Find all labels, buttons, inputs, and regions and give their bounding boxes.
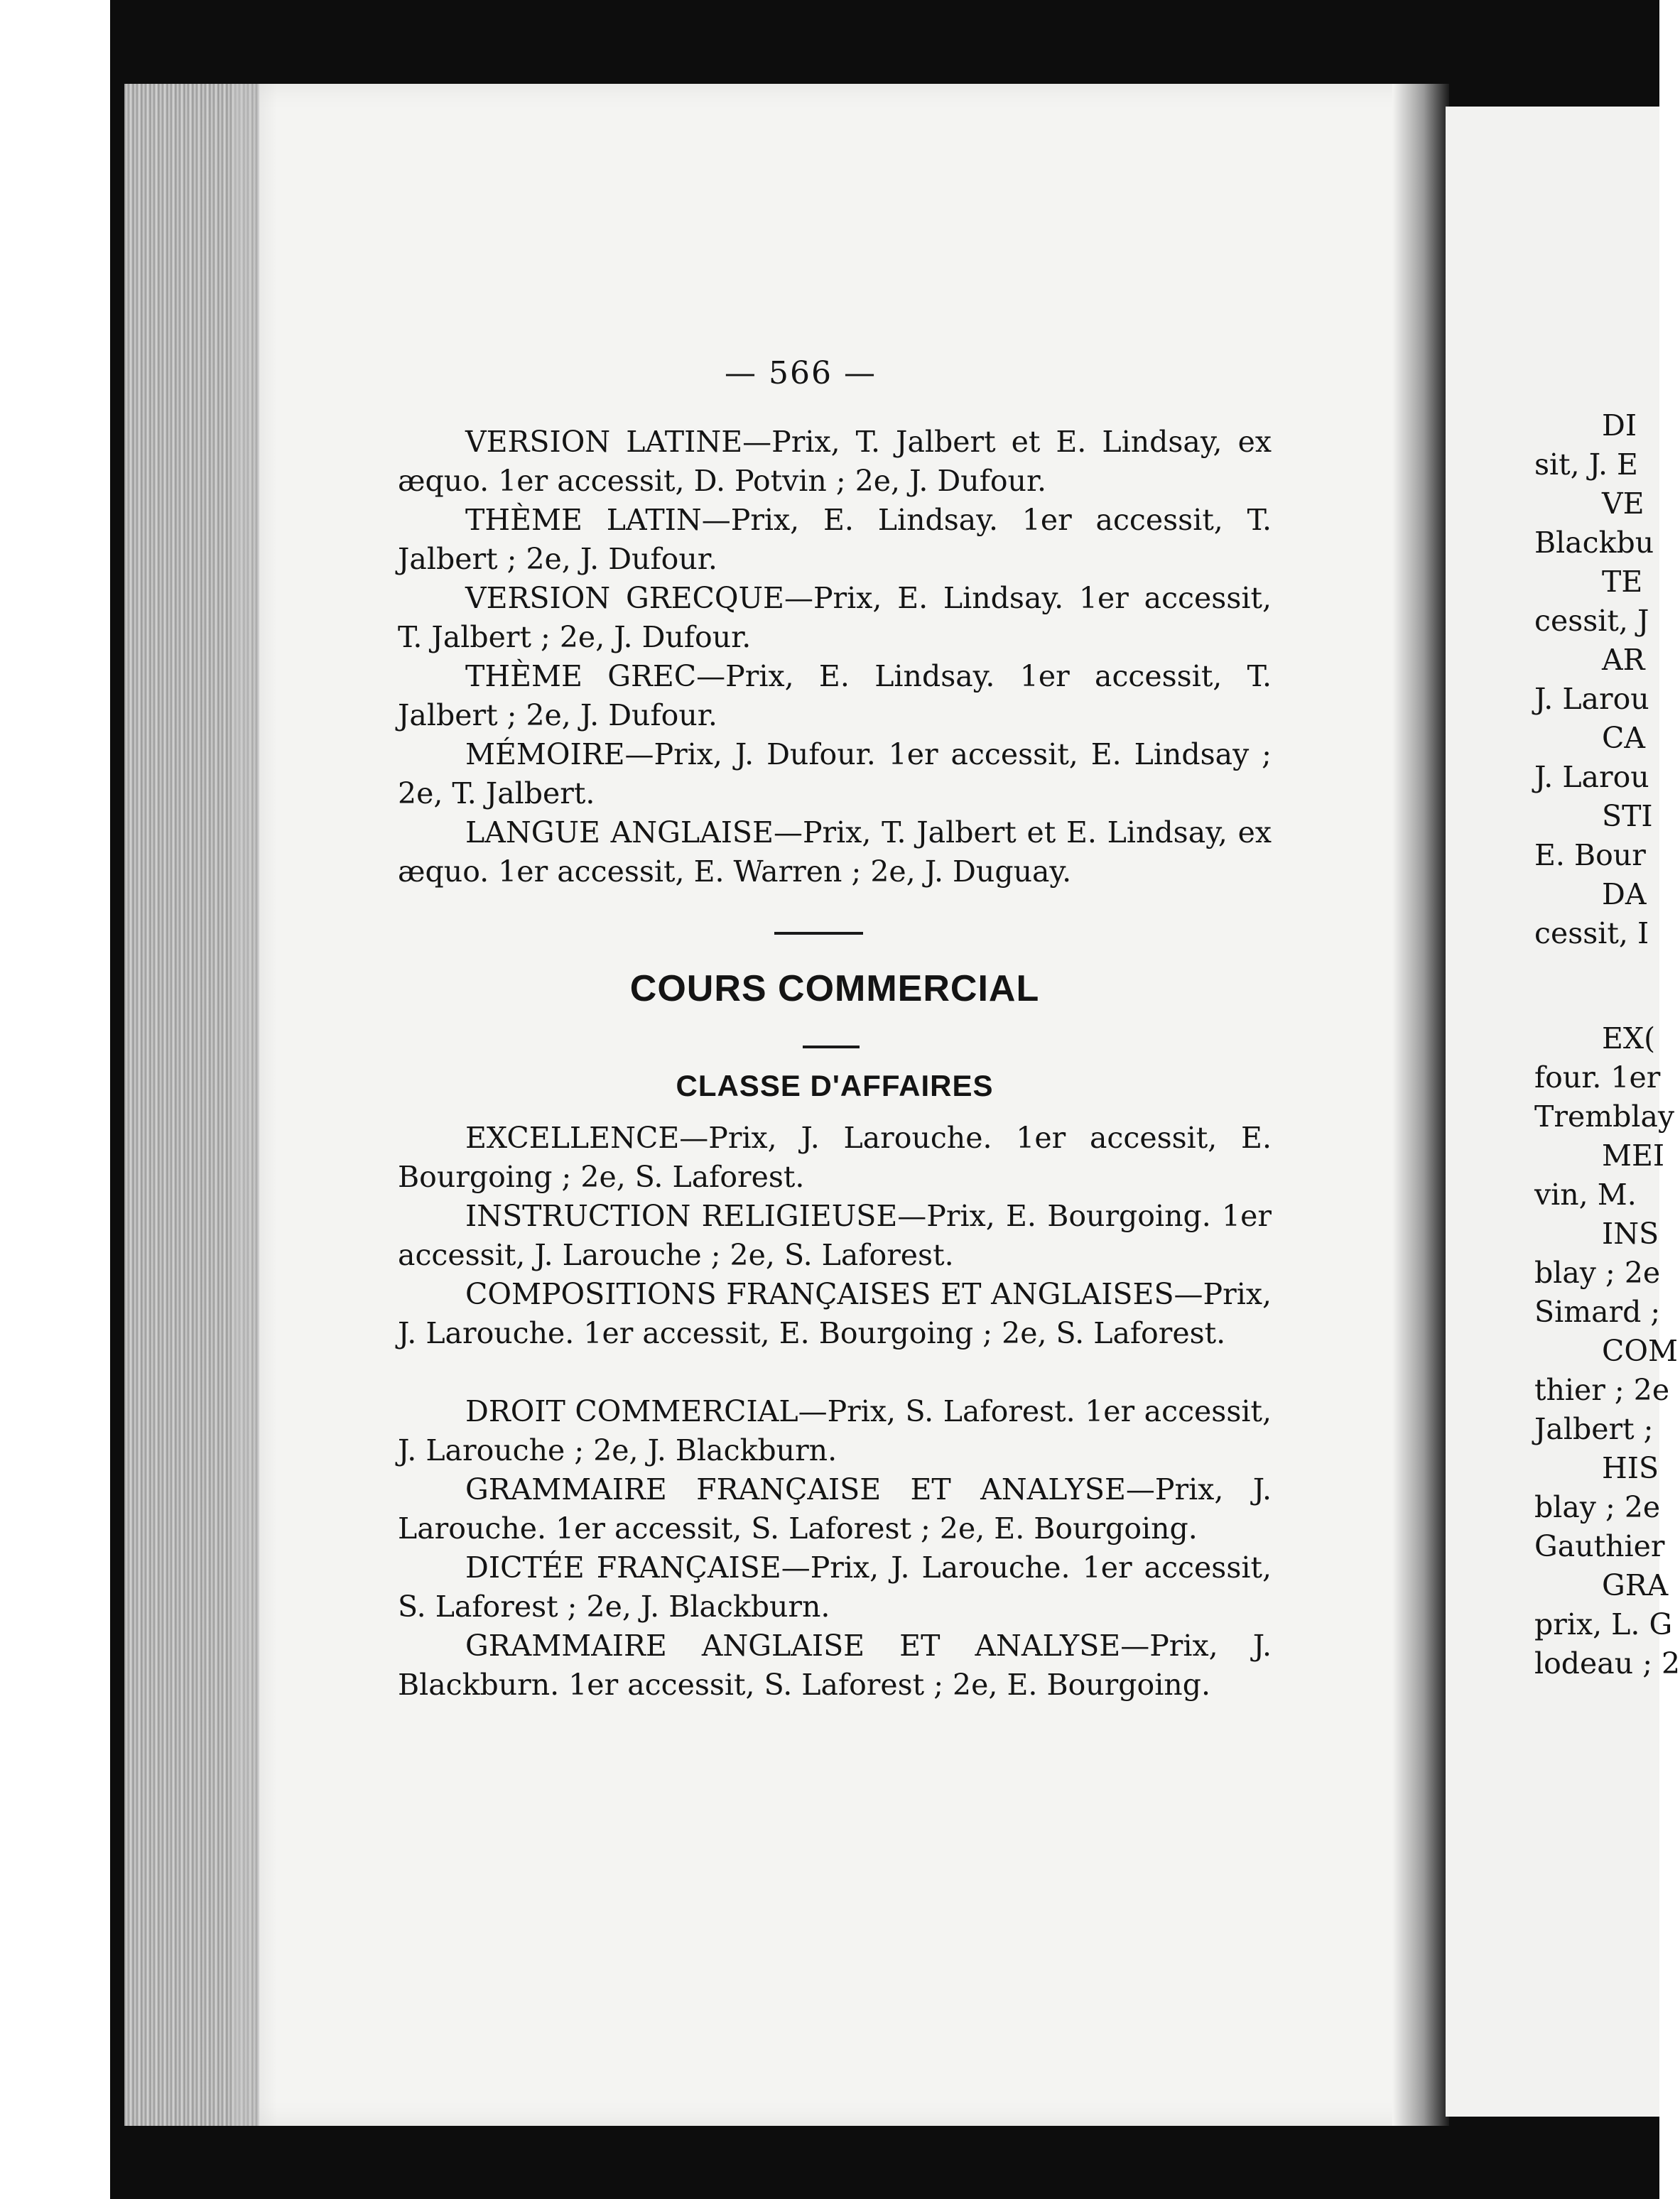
right-fragment: four. 1er — [1534, 1060, 1661, 1095]
section-title: COURS COMMERCIAL — [629, 968, 1040, 1009]
entry-theme-grec: THÈME GREC—Prix, E. Lindsay. 1er accessit, T. Jalbert ; 2e, J. Dufour. — [398, 659, 1272, 732]
subsection-title: CLASSE D'AFFAIRES — [676, 1069, 994, 1102]
right-fragment: thier ; 2e — [1534, 1373, 1670, 1407]
entry-compositions: COMPOSITIONS FRANÇAISES ET ANGLAISES—Prix, J. Larouche. 1er accessit, E. Bourgoing ; 2e, S. Laforest. — [398, 1277, 1272, 1350]
right-fragment: DI — [1602, 408, 1637, 442]
right-fragment: Gauthier — [1534, 1529, 1665, 1563]
right-fragment: blay ; 2e — [1534, 1256, 1661, 1290]
right-fragment: J. Larou — [1534, 760, 1649, 794]
right-fragment: STI — [1602, 799, 1653, 833]
right-fragment: CA — [1602, 721, 1645, 755]
right-fragment: HIS — [1602, 1451, 1659, 1485]
right-fragment: blay ; 2e — [1534, 1490, 1661, 1524]
entry-theme-latin: THÈME LATIN—Prix, E. Lindsay. 1er accessit, T. Jalbert ; 2e, J. Dufour. — [398, 503, 1272, 576]
right-fragment: GRA — [1602, 1568, 1669, 1602]
right-fragment: sit, J. E — [1534, 447, 1638, 482]
book-gutter — [1392, 84, 1449, 2126]
right-fragment: cessit, J — [1534, 604, 1649, 638]
right-fragment: TE — [1602, 565, 1643, 599]
entry-memoire: MÉMOIRE—Prix, J. Dufour. 1er accessit, E. Lindsay ; 2e, T. Jalbert. — [398, 737, 1272, 810]
right-fragment: EX( — [1602, 1021, 1656, 1055]
right-fragment: cessit, I — [1534, 916, 1649, 950]
entry-version-latine: VERSION LATINE—Prix, T. Jalbert et E. Lindsay, ex æquo. 1er accessit, D. Potvin ; 2e, J. Dufour. — [398, 425, 1272, 498]
entry-version-grecque: VERSION GRECQUE—Prix, E. Lindsay. 1er accessit, T. Jalbert ; 2e, J. Dufour. — [398, 581, 1272, 654]
right-fragment: E. Bour — [1534, 838, 1646, 872]
right-fragment: J. Larou — [1534, 682, 1649, 716]
entry-instruction-religieuse: INSTRUCTION RELIGIEUSE—Prix, E. Bourgoing. 1er accessit, J. Larouche ; 2e, S. Laforest. — [398, 1199, 1272, 1272]
entry-dictee-francaise: DICTÉE FRANÇAISE—Prix, J. Larouche. 1er accessit, S. Laforest ; 2e, J. Blackburn. — [398, 1551, 1272, 1624]
page-edge-fade — [234, 84, 277, 2126]
page-number: — 566 — — [725, 355, 877, 391]
entry-grammaire-francaise: GRAMMAIRE FRANÇAISE ET ANALYSE—Prix, J. Larouche. 1er accessit, S. Laforest ; 2e, E. Bourgoing. — [398, 1472, 1272, 1546]
right-fragment: AR — [1602, 643, 1645, 677]
right-fragment: Jalbert ; — [1534, 1412, 1654, 1446]
entry-excellence: EXCELLENCE—Prix, J. Larouche. 1er accessit, E. Bourgoing ; 2e, S. Laforest. — [398, 1121, 1272, 1194]
right-fragment: vin, M. — [1534, 1178, 1637, 1212]
divider-rule — [803, 1046, 860, 1048]
right-fragment: Blackbu — [1534, 526, 1654, 560]
right-fragment: prix, L. G — [1534, 1607, 1673, 1641]
right-fragment: Simard ; — [1534, 1295, 1661, 1329]
right-fragment: Tremblay — [1534, 1100, 1675, 1134]
right-fragment: COM — [1602, 1334, 1678, 1368]
divider-rule — [774, 932, 863, 935]
right-fragment: lodeau ; 2 — [1534, 1646, 1680, 1681]
right-fragment: INS — [1602, 1217, 1659, 1251]
entry-droit-commercial: DROIT COMMERCIAL—Prix, S. Laforest. 1er accessit, J. Larouche ; 2e, J. Blackburn. — [398, 1394, 1272, 1467]
right-fragment: VE — [1602, 487, 1644, 521]
right-fragment: MEI — [1602, 1139, 1665, 1173]
entry-langue-anglaise: LANGUE ANGLAISE—Prix, T. Jalbert et E. Lindsay, ex æquo. 1er accessit, E. Warren ; 2e, J. Duguay. — [398, 815, 1272, 889]
right-fragment: DA — [1602, 877, 1647, 911]
entry-grammaire-anglaise: GRAMMAIRE ANGLAISE ET ANALYSE—Prix, J. Blackburn. 1er accessit, S. Laforest ; 2e, E. Bourgoing. — [398, 1629, 1272, 1702]
